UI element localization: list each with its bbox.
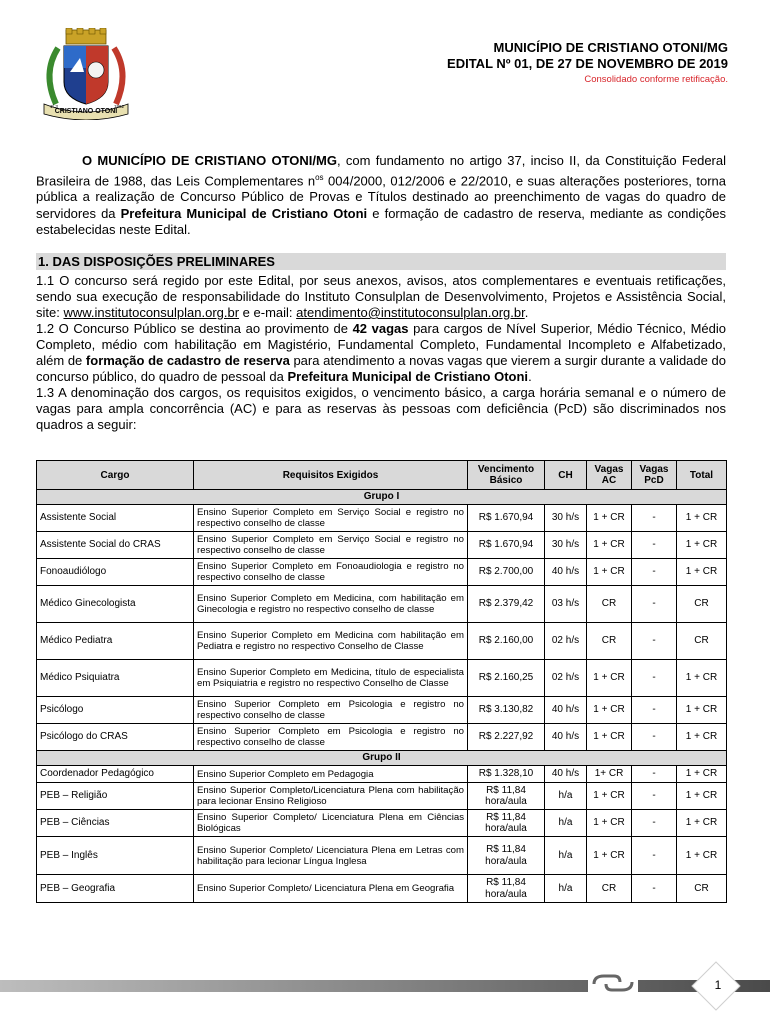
cell-ch: h/a [545,810,587,837]
cell-total: 1 + CR [677,697,727,724]
cell-requisitos: Ensino Superior Completo/Licenciatura Plena com habilitação para lecionar Ensino Religioso [194,783,468,810]
table-row [37,810,727,837]
cell-cargo: PEB – Geografia [37,875,194,903]
cell-cargo: Médico Pediatra [37,623,194,660]
cell-vagas-ac: 1 + CR [587,559,632,586]
cell-vencimento: R$ 3.130,82 [468,697,545,724]
cell-vencimento: R$ 1.670,94 [468,505,545,532]
cell-cargo: Psicólogo do CRAS [37,724,194,751]
clause-1-2-text-c: para atendimento a novas vagas que vierem a surgir durante a validade do concurso público, do quadro de pessoal da [36,353,726,384]
cell-vencimento: R$ 1.328,10 [468,766,545,783]
cell-requisitos: Ensino Superior Completo em Psicologia e registro no respectivo conselho de classe [194,724,468,751]
cell-cargo: Coordenador Pedagógico [37,766,194,783]
section-heading: 1. DAS DISPOSIÇÕES PRELIMINARES [36,253,726,270]
cell-total: 1 + CR [677,724,727,751]
clause-1-2-bold-3: Prefeitura Municipal de Cristiano Otoni [287,369,529,384]
cell-vagas-pcd: - [632,660,677,697]
intro-text-1: , com fundamento no artigo 37, inciso II, da Constituição Federal Brasileira de 1988, das Leis Complementares n [36,153,726,188]
cell-vencimento: R$ 2.227,92 [468,724,545,751]
clause-1-3: 1.3 A denominação dos cargos, os requisitos exigidos, o vencimento básico, a carga horária semanal e o número de vagas para ampla concorrência (AC) e para as reservas às pessoas com deficiência (PcD) são discriminados nos quadros a seguir: [36,385,726,432]
group-label: Grupo I [37,490,727,505]
col-vencimento: Vencimento Básico [468,461,545,490]
cell-vagas-ac: 1 + CR [587,837,632,875]
cell-vencimento: R$ 2.379,42 [468,586,545,623]
municipality-title: MUNICÍPIO DE CRISTIANO OTONI/MG [493,40,728,55]
crest-crown [66,28,106,44]
svg-text:CRISTIANO OTONI: CRISTIANO OTONI [54,108,118,115]
cell-vagas-ac: 1 + CR [587,697,632,724]
cell-vagas-pcd: - [632,505,677,532]
cell-requisitos: Ensino Superior Completo em Medicina, com habilitação em Ginecologia e registro no respectivo conselho de classe [194,586,468,623]
cell-vagas-pcd: - [632,559,677,586]
table-row [37,783,727,810]
municipal-crest-logo [36,28,136,120]
clause-1-2-bold-2: formação de cadastro de reserva [85,353,290,368]
clause-1-2-text-b: para cargos de Nível Superior, Médio Técnico, Médio Completo, médio com habilitação em Magistério, Fundamental Completo, Fundamental Incompleto e Alfabetizado, além de [36,321,726,368]
clause-1-2-end: . [528,369,532,384]
intro-text-2: 004/2000, 012/2006 e 22/2010, e suas alterações posteriores, torna pública a realização de Concurso Público de Provas e Títulos destinado ao preenchimento de vagas do quadro de servidores da [36,172,726,221]
cell-vagas-pcd: - [632,783,677,810]
cell-cargo: Fonoaudiólogo [37,559,194,586]
cell-vagas-pcd: - [632,623,677,660]
col-ch: CH [545,461,587,490]
cell-total: CR [677,875,727,903]
cell-requisitos: Ensino Superior Completo em Psicologia e registro no respectivo conselho de classe [194,697,468,724]
cell-total: CR [677,586,727,623]
intro-bold-2: Prefeitura Municipal de Cristiano Otoni [120,205,368,221]
cell-vagas-ac: 1 + CR [587,783,632,810]
cell-total: 1 + CR [677,783,727,810]
cell-total: 1 + CR [677,660,727,697]
intro-text-3: e formação de cadastro de reserva, mediante as condições estabelecidas neste Edital. [36,205,726,238]
cell-vagas-ac: CR [587,623,632,660]
cell-ch: 02 h/s [545,623,587,660]
cell-ch: h/a [545,837,587,875]
cell-cargo: Médico Psiquiatra [37,660,194,697]
cell-vagas-ac: 1 + CR [587,505,632,532]
cell-ch: 30 h/s [545,532,587,559]
cell-requisitos: Ensino Superior Completo em Fonoaudiologia e registro no respectivo conselho de classe [194,559,468,586]
footer-band [0,980,770,992]
group-row [37,751,727,766]
cell-vagas-ac: 1 + CR [587,810,632,837]
cell-vagas-ac: CR [587,875,632,903]
cell-vagas-ac: 1+ CR [587,766,632,783]
cell-requisitos: Ensino Superior Completo/ Licenciatura Plena em Letras com habilitação para lecionar Língua Inglesa [194,837,468,875]
intro-lead: O MUNICÍPIO DE CRISTIANO OTONI/MG [82,153,337,168]
page-number: 1 [714,978,722,992]
cell-requisitos: Ensino Superior Completo/ Licenciatura Plena em Ciências Biológicas [194,810,468,837]
svg-text:1º.3: 1º.3 [50,104,58,109]
col-requisitos: Requisitos Exigidos [194,461,468,490]
cell-total: 1 + CR [677,837,727,875]
crest-ribbon [44,104,128,120]
cell-cargo: PEB – Inglês [37,837,194,875]
cell-ch: 40 h/s [545,724,587,751]
section-body [36,273,726,433]
consulplan-chain-icon [588,968,638,998]
cell-cargo: Médico Ginecologista [37,586,194,623]
consolidation-note: Consolidado conforme retificação. [584,74,728,85]
site-link[interactable]: www.institutoconsulplan.org.br [63,305,240,320]
table-row [37,532,727,559]
cell-requisitos: Ensino Superior Completo em Serviço Social e registro no respectivo conselho de classe [194,532,468,559]
edital-title: EDITAL Nº 01, DE 27 DE NOVEMBRO DE 2019 [447,56,728,71]
table-header-row [37,461,727,490]
table-row [37,586,727,623]
clause-1-1-text: 1.1 O concurso será regido por este Edital, por seus anexos, avisos, atos complementares e eventuais retificações, sendo sua execução de responsabilidade do Instituto Consulplan de Desenvolvimento, Projetos e Assistência Social, site: [36,273,726,320]
cell-requisitos: Ensino Superior Completo em Medicina com habilitação em Pediatra e registro no respectivo Conselho de Classe [194,623,468,660]
col-vagas-pcd: Vagas PcD [632,461,677,490]
cell-requisitos: Ensino Superior Completo em Serviço Social e registro no respectivo conselho de classe [194,505,468,532]
cell-total: 1 + CR [677,559,727,586]
group-row [37,490,727,505]
cell-vencimento: R$ 11,84 hora/aula [468,810,545,837]
document-header [447,40,728,88]
table-row [37,559,727,586]
crest-shield [64,46,108,104]
cell-ch: 03 h/s [545,586,587,623]
cell-vagas-pcd: - [632,810,677,837]
cell-vagas-ac: CR [587,586,632,623]
positions-table [36,460,727,903]
intro-paragraph [36,153,726,239]
cell-cargo: PEB – Religião [37,783,194,810]
cell-vagas-pcd: - [632,532,677,559]
cell-vencimento: R$ 1.670,94 [468,532,545,559]
cell-vagas-pcd: - [632,724,677,751]
col-vagas-ac: Vagas AC [587,461,632,490]
cell-total: CR [677,623,727,660]
cell-vagas-pcd: - [632,837,677,875]
cell-ch: h/a [545,875,587,903]
email-link[interactable]: atendimento@institutoconsulplan.org.br [296,305,525,320]
cell-requisitos: Ensino Superior Completo em Pedagogia [194,766,468,783]
cell-total: 1 + CR [677,505,727,532]
cell-total: 1 + CR [677,532,727,559]
cell-cargo: Psicólogo [37,697,194,724]
cell-vagas-pcd: - [632,697,677,724]
cell-ch: 40 h/s [545,559,587,586]
cell-total: 1 + CR [677,766,727,783]
cell-vencimento: R$ 2.700,00 [468,559,545,586]
table-row [37,697,727,724]
clause-1-1-end: . [524,305,529,320]
cell-ch: h/a [545,783,587,810]
clause-1-1-text-b: e e-mail: [239,305,297,320]
cell-vencimento: R$ 11,84 hora/aula [468,837,545,875]
cell-cargo: Assistente Social [37,505,194,532]
cell-vagas-pcd: - [632,875,677,903]
col-cargo: Cargo [37,461,194,490]
clause-1-1 [36,273,726,321]
table-row [37,875,727,903]
cell-requisitos: Ensino Superior Completo/ Licenciatura Plena em Geografia [194,875,468,903]
table-row [37,623,727,660]
cell-cargo: PEB – Ciências [37,810,194,837]
group-label: Grupo II [37,751,727,766]
cell-vencimento: R$ 11,84 hora/aula [468,783,545,810]
cell-ch: 30 h/s [545,505,587,532]
cell-vencimento: R$ 2.160,00 [468,623,545,660]
cell-vagas-ac: 1 + CR [587,660,632,697]
cell-requisitos: Ensino Superior Completo em Medicina, título de especialista em Psiquiatria e registro no respectivo Conselho de Classe [194,660,468,697]
cell-ch: 40 h/s [545,766,587,783]
col-total: Total [677,461,727,490]
cell-vagas-ac: 1 + CR [587,532,632,559]
cell-cargo: Assistente Social do CRAS [37,532,194,559]
intro-sup: os [315,172,324,182]
table-row [37,837,727,875]
cell-vagas-pcd: - [632,766,677,783]
cell-vencimento: R$ 2.160,25 [468,660,545,697]
cell-total: 1 + CR [677,810,727,837]
svg-text:1962: 1962 [114,104,125,109]
cell-vencimento: R$ 11,84 hora/aula [468,875,545,903]
cell-vagas-ac: 1 + CR [587,724,632,751]
table-row [37,766,727,783]
cell-vagas-pcd: - [632,586,677,623]
cell-ch: 40 h/s [545,697,587,724]
clause-1-2 [36,321,726,385]
clause-1-2-bold-1: 42 vagas [352,321,409,336]
table-row [37,660,727,697]
table-row [37,724,727,751]
cell-ch: 02 h/s [545,660,587,697]
table-row [37,505,727,532]
clause-1-2-text-a: 1.2 O Concurso Público se destina ao provimento de [36,321,353,336]
